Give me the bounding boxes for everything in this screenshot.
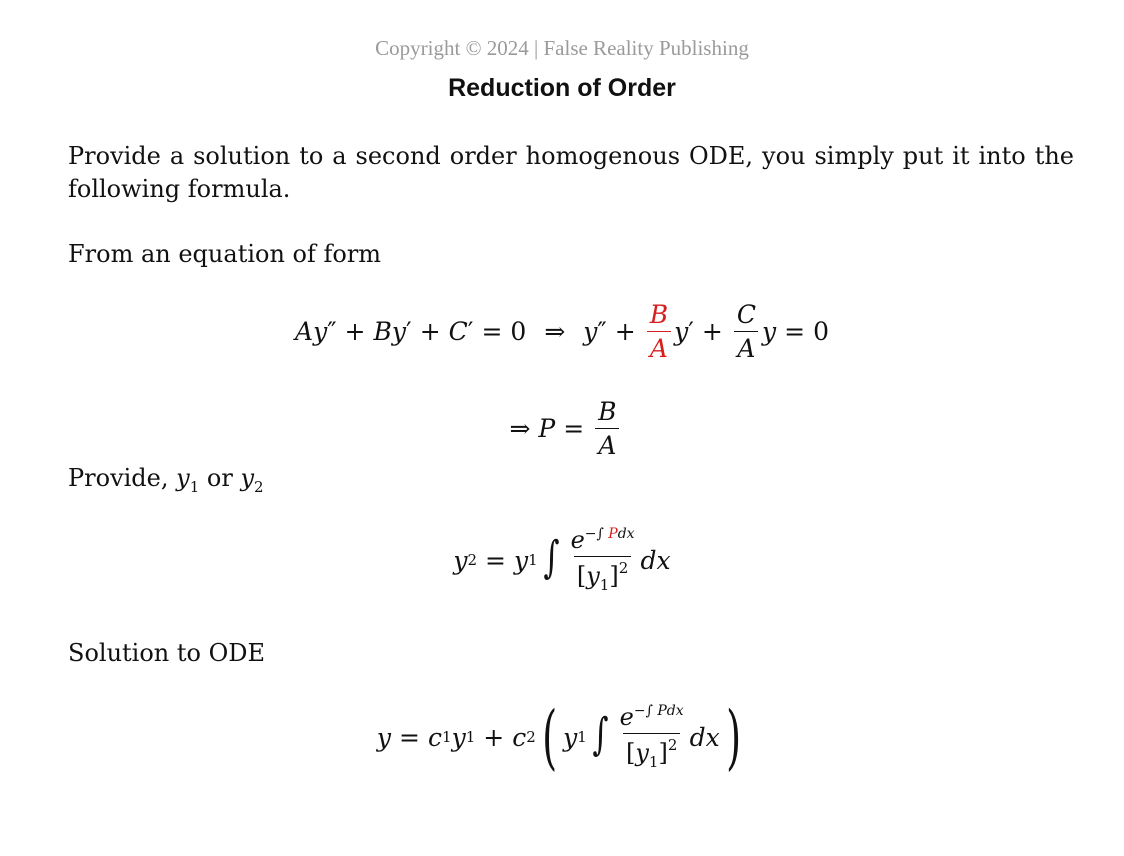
b-over-a-fraction-highlighted: $\frac{B}{A}$ [647,300,671,363]
general-solution-equation: y = c 1 y 1 + c 2 ( y 1 ∫ $\frac{e^{-\int Pdx}}{[y_1]^2}$ dx ) [376,696,741,778]
provide-label: Provide, $y_1$ or $y_2$ [68,464,264,496]
form-label: From an equation of form [68,240,382,268]
ode-standard-form-equation: A y ″ + B y ′ + C ′ = 0 ⇒ y ″ + $\frac{B}{A}$ y ′ + $\frac{C}{A}$ y = 0 [295,300,829,363]
y2-formula-equation: y 2 = y 1 ∫ $\frac{e^{-\int Pdx}}{[y_1]^2}$ dx [453,526,671,594]
copyright-notice: Copyright © 2024 | False Reality Publishing [375,36,749,60]
page-title: Reduction of Order [448,74,676,102]
solution-label: Solution to ODE [68,639,266,667]
intro-paragraph: Provide a solution to a second order homogenous ODE, you simply put it into the following formula. [68,142,1074,203]
p-definition-equation: ⇒ P = $\frac{B}{A}$ [0,397,1124,460]
integral-sign: ∫ [543,532,560,583]
